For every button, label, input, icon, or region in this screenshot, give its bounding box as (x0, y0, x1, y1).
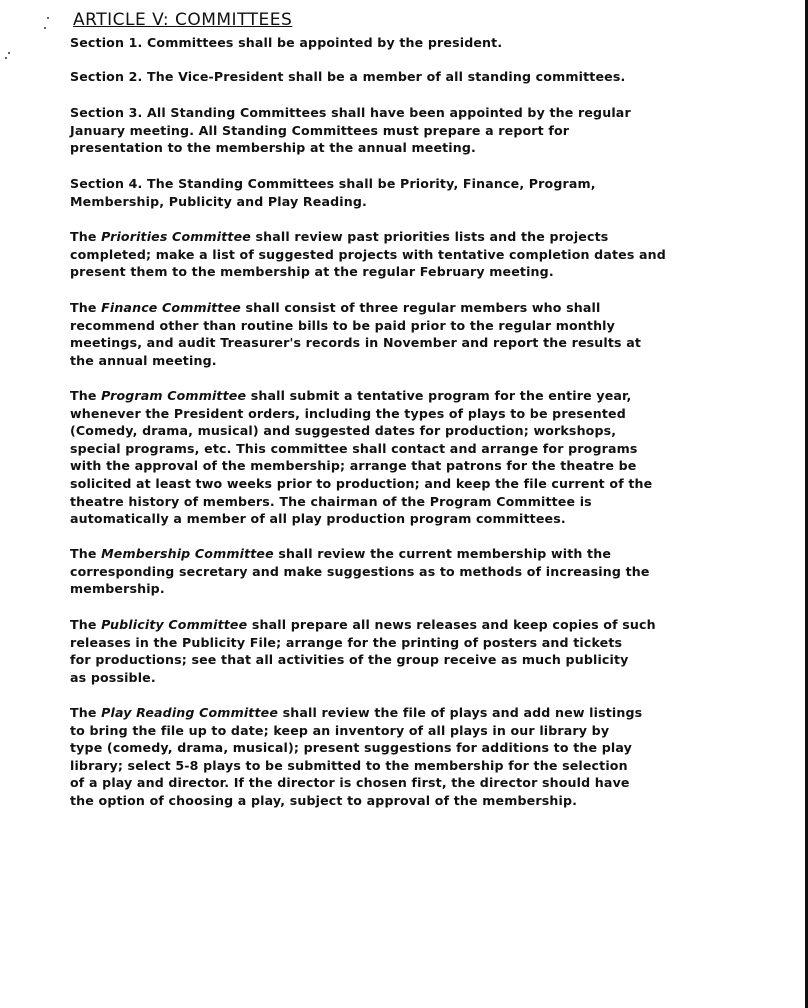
section-4 (70, 175, 720, 210)
publicity-committee-paragraph (70, 616, 720, 686)
text-line: presentation to the membership at the annual meeting. (70, 140, 476, 156)
text-line: corresponding secretary and make suggestions as to methods of increasing the (70, 563, 650, 579)
text-line: Section 4. The Standing Committees shall be Priority, Finance, Program, (70, 176, 596, 191)
section-1 (70, 34, 720, 52)
paragraph-text: shall prepare all news releases and keep copies of such (247, 617, 656, 632)
text-line: library; select 5-8 plays to be submitted to the membership for the selection (70, 757, 628, 773)
scan-speck (44, 27, 46, 29)
scan-speck (8, 52, 10, 54)
text-line: recommend other than routine bills to be paid prior to the regular monthly (70, 317, 616, 333)
text-line: whenever the President orders, including the types of plays to be presented (70, 405, 626, 421)
paragraph-text: shall review the file of plays and add new listings (278, 705, 643, 720)
text-line: (Comedy, drama, musical) and suggested dates for production; workshops, (70, 423, 617, 439)
finance-committee-paragraph (70, 299, 720, 369)
text-line (70, 616, 720, 634)
section-3 (70, 104, 720, 157)
text-line (70, 387, 720, 405)
text-line: January meeting. All Standing Committees must prepare a report for (70, 122, 570, 138)
text-line: with the approval of the membership; arrange that patrons for the theatre be (70, 458, 637, 474)
paragraph-lead: The (70, 388, 102, 403)
text-line: releases in the Publicity File; arrange for the printing of posters and tickets (70, 634, 623, 650)
text-line (70, 299, 720, 317)
paragraph-text: shall review past priorities lists and the projects (250, 229, 609, 244)
text-line (70, 228, 720, 246)
paragraph-lead: The (70, 617, 102, 632)
committee-name: Membership Committee (101, 546, 274, 561)
section-2 (70, 68, 720, 86)
text-line (70, 545, 720, 563)
committee-name: Priorities Committee (101, 229, 251, 244)
paragraph-lead: The (70, 300, 102, 315)
text-line: as possible. (70, 669, 156, 685)
text-line (70, 704, 720, 722)
paragraph-text: shall consist of three regular members who shall (240, 300, 601, 315)
paragraph-lead: The (70, 705, 102, 720)
text-line: the option of choosing a play, subject to approval of the membership. (70, 792, 578, 808)
text-line: membership. (70, 581, 165, 597)
committee-name: Play Reading Committee (101, 705, 279, 720)
scan-speck (47, 17, 49, 19)
text-line: theatre history of members. The chairman of the Program Committee is (70, 493, 592, 509)
program-committee-paragraph (70, 387, 720, 528)
paragraph-lead: The (70, 229, 102, 244)
paragraph-lead: The (70, 546, 102, 561)
text-line: type (comedy, drama, musical); present suggestions for additions to the play (70, 740, 632, 756)
membership-committee-paragraph (70, 545, 720, 598)
text-line: for productions; see that all activities of the group receive as much publicity (70, 652, 629, 668)
paragraph-text: shall submit a tentative program for the entire year, (246, 388, 632, 403)
text-line: special programs, etc. This committee shall contact and arrange for programs (70, 440, 638, 456)
play-reading-committee-paragraph (70, 704, 720, 810)
text-line: Section 2. The Vice-President shall be a member of all standing committees. (70, 69, 626, 84)
committee-name: Program Committee (101, 388, 247, 403)
text-line: completed; make a list of suggested projects with tentative completion dates and (70, 246, 666, 262)
text-line: of a play and director. If the director is chosen first, the director should have (70, 775, 630, 791)
text-line: solicited at least two weeks prior to production; and keep the file current of the (70, 475, 653, 491)
text-line: the annual meeting. (70, 352, 217, 368)
text-line: Membership, Publicity and Play Reading. (70, 193, 367, 209)
committee-name: Finance Committee (101, 300, 241, 315)
text-line: meetings, and audit Treasurer's records in November and report the results at (70, 335, 642, 351)
scan-speck (5, 57, 7, 59)
priorities-committee-paragraph (70, 228, 720, 281)
committee-name: Publicity Committee (101, 617, 248, 632)
text-line: Section 3. All Standing Committees shall have been appointed by the regular (70, 105, 631, 120)
text-line: present them to the membership at the regular February meeting. (70, 264, 554, 280)
text-line: to bring the file up to date; keep an inventory of all plays in our library by (70, 722, 610, 738)
article-title: ARTICLE V: COMMITTEES (73, 10, 293, 30)
text-line: automatically a member of all play production program committees. (70, 511, 566, 527)
text-line: Section 1. Committees shall be appointed by the president. (70, 35, 503, 50)
paragraph-text: shall review the current membership with the (273, 546, 612, 561)
